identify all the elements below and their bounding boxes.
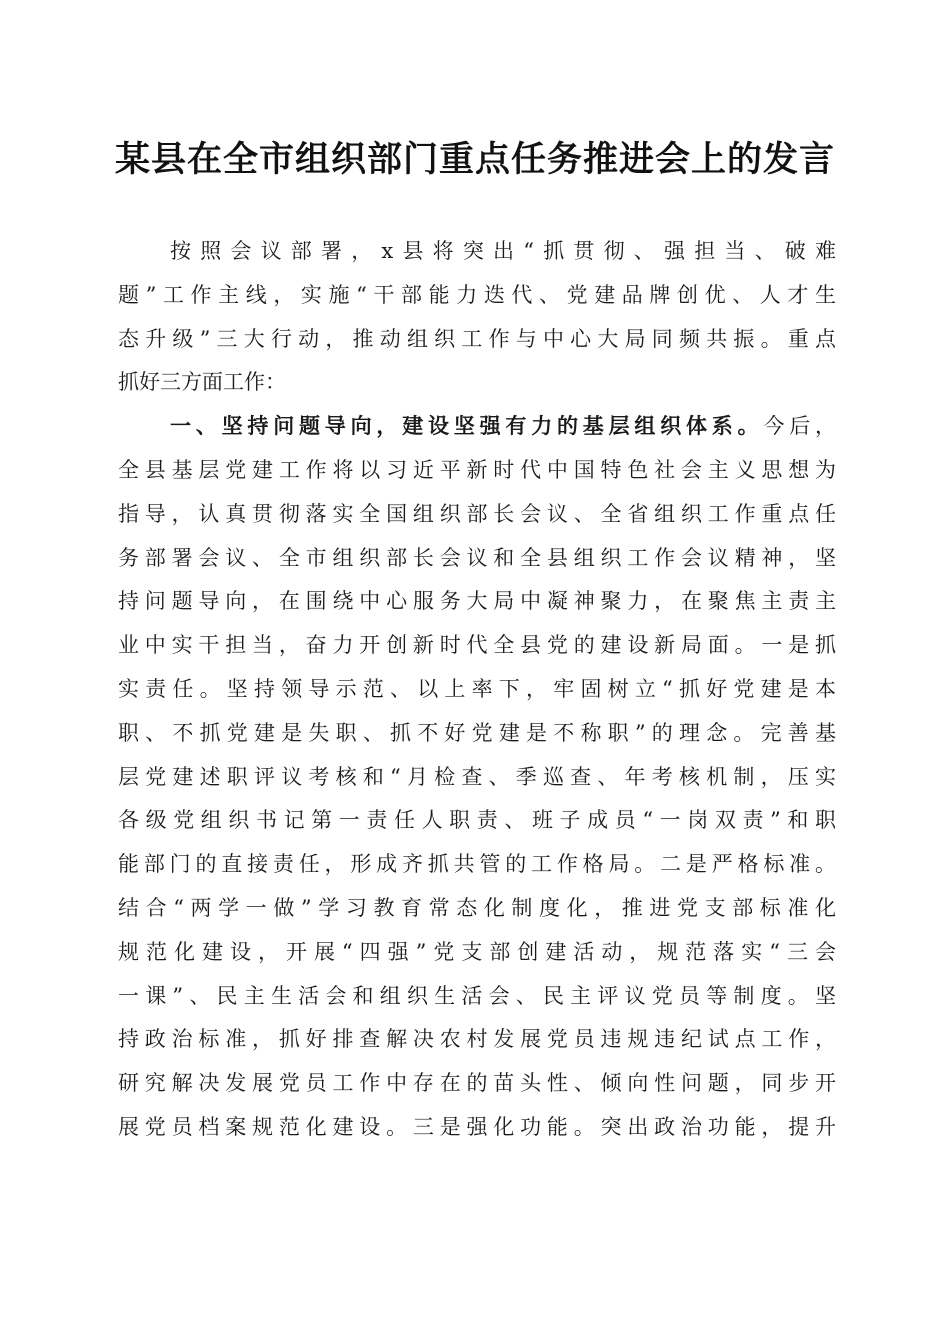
paragraph-line: 实责任。坚持领导示范、以上率下，牢固树立“抓好党建是本 xyxy=(118,676,836,701)
paragraph-line: 抓好三方面工作： xyxy=(118,370,286,395)
paragraph-line: 持问题导向，在围绕中心服务大局中凝神聚力，在聚焦主责主 xyxy=(118,589,836,614)
paragraph-line: 层党建述职评议考核和“月检查、季巡查、年考核机制，压实 xyxy=(118,764,836,789)
paragraph-line: 规范化建设，开展“四强”党支部创建活动，规范落实“三会 xyxy=(118,939,836,964)
paragraph-line: 持政治标准，抓好排查解决农村发展党员违规违纪试点工作， xyxy=(118,1027,836,1052)
section-heading-line xyxy=(118,405,836,449)
paragraph-line: 按照会议部署，x县将突出“抓贯彻、强担当、破难 xyxy=(170,239,836,263)
document-body xyxy=(118,230,836,1150)
paragraph-line: 各级党组织书记第一责任人职责、班子成员“一岗双责”和职 xyxy=(118,808,836,833)
paragraph-line: 一课”、民主生活会和组织生活会、民主评议党员等制度。坚 xyxy=(118,983,836,1008)
paragraph-line: 职、不抓党建是失职、抓不好党建是不称职”的理念。完善基 xyxy=(118,720,836,745)
paragraph-line: 业中实干担当，奋力开创新时代全县党的建设新局面。一是抓 xyxy=(118,633,836,658)
paragraph-line: 务部署会议、全市组织部长会议和全县组织工作会议精神，坚 xyxy=(118,545,836,570)
paragraph-line: 态升级”三大行动，推动组织工作与中心大局同频共振。重点 xyxy=(118,326,836,351)
paragraph-line: 全县基层党建工作将以习近平新时代中国特色社会主义思想为 xyxy=(118,457,836,482)
section-heading-tail: 今后， xyxy=(763,414,837,439)
paragraph-line: 研究解决发展党员工作中存在的苗头性、倾向性问题，同步开 xyxy=(118,1071,836,1096)
paragraph-line: 题”工作主线，实施“干部能力迭代、党建品牌创优、人才生 xyxy=(118,282,836,307)
paragraph-line: 指导，认真贯彻落实全国组织部长会议、全省组织工作重点任 xyxy=(118,501,836,526)
paragraph-line: 展党员档案规范化建设。三是强化功能。突出政治功能，提升 xyxy=(118,1114,836,1139)
paragraph-line: 能部门的直接责任，形成齐抓共管的工作格局。二是严格标准。 xyxy=(118,852,836,877)
document-title: 某县在全市组织部门重点任务推进会上的发言 xyxy=(114,139,835,180)
paragraph-line: 结合“两学一做”学习教育常态化制度化，推进党支部标准化 xyxy=(118,895,836,920)
section-heading: 一、坚持问题导向，建设坚强有力的基层组织体系。 xyxy=(170,414,764,439)
